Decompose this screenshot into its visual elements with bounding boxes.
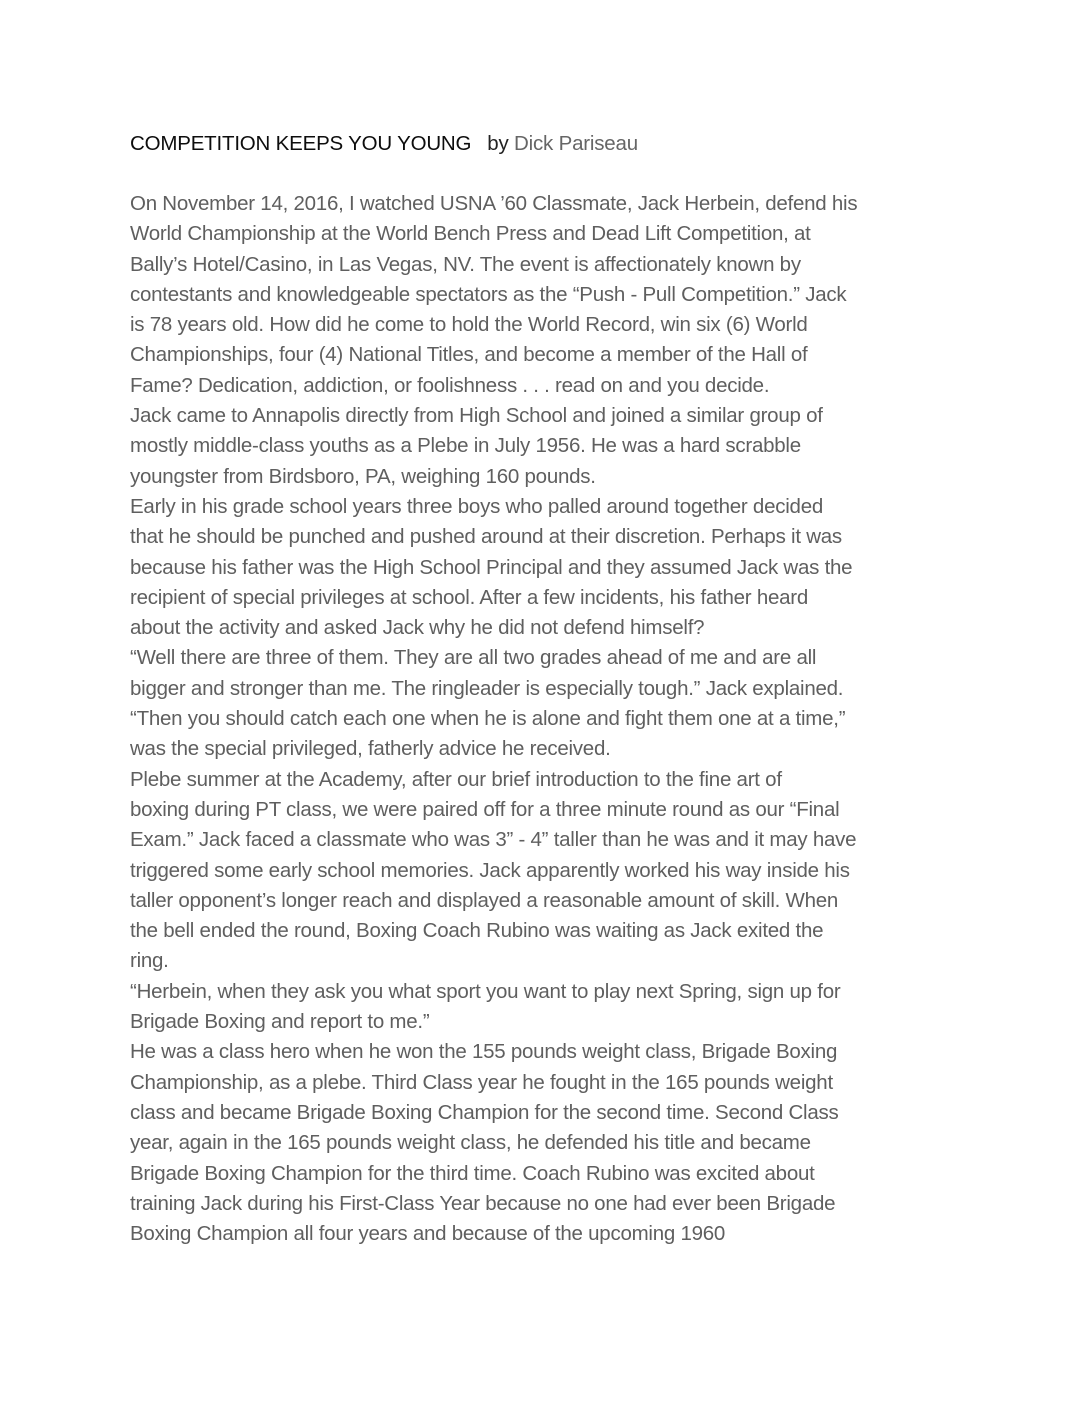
body-line: Fame? Dedication, addiction, or foolishness . . . read on and you decide.	[130, 373, 770, 397]
body-line: year, again in the 165 pounds weight class, he defended his title and became	[130, 1131, 811, 1155]
body-line: World Championship at the World Bench Press and Dead Lift Competition, at	[130, 222, 811, 246]
body-line: boxing during PT class, we were paired off for a three minute round as our “Final	[130, 797, 840, 821]
body-line: “Then you should catch each one when he is alone and fight them one at a time,”	[130, 707, 846, 731]
body-line: bigger and stronger than me. The ringleader is especially tough.” Jack explained.	[130, 676, 844, 700]
body-line: taller opponent’s longer reach and displayed a reasonable amount of skill. When	[130, 888, 839, 912]
body-line: Brigade Boxing Champion for the third time. Coach Rubino was excited about	[130, 1161, 815, 1185]
body-line: recipient of special privileges at school. After a few incidents, his father heard	[130, 585, 809, 609]
document-title-line	[130, 127, 990, 161]
body-line: is 78 years old. How did he come to hold the World Record, win six (6) World	[130, 313, 808, 337]
body-line: training Jack during his First-Class Year because no one had ever been Brigade	[130, 1191, 836, 1215]
document-title: COMPETITION KEEPS YOU YOUNG	[130, 132, 472, 155]
byline-author: Dick Pariseau	[514, 132, 638, 155]
body-line: On November 14, 2016, I watched USNA ’60 Classmate, Jack Herbein, defend his	[130, 192, 858, 215]
byline-by: by	[487, 132, 509, 155]
body-line: about the activity and asked Jack why he did not defend himself?	[130, 616, 705, 640]
body-line: “Herbein, when they ask you what sport you want to play next Spring, sign up for	[130, 979, 841, 1003]
body-line: class and became Brigade Boxing Champion for the second time. Second Class	[130, 1100, 839, 1124]
body-line: mostly middle-class youths as a Plebe in July 1956. He was a hard scrabble	[130, 434, 801, 458]
body-line: the bell ended the round, Boxing Coach Rubino was waiting as Jack exited the	[130, 919, 824, 943]
body-line: Jack came to Annapolis directly from High School and joined a similar group of	[130, 404, 823, 428]
body-line: because his father was the High School Principal and they assumed Jack was the	[130, 555, 853, 579]
body-line: Boxing Champion all four years and because of the upcoming 1960	[130, 1222, 726, 1246]
body-line: contestants and knowledgeable spectators as the “Push - Pull Competition.” Jack	[130, 282, 847, 306]
body-line: youngster from Birdsboro, PA, weighing 160 pounds.	[130, 464, 596, 488]
body-line: He was a class hero when he won the 155 pounds weight class, Brigade Boxing	[130, 1040, 838, 1064]
body-line: Plebe summer at the Academy, after our brief introduction to the fine art of	[130, 767, 782, 791]
body-line: Brigade Boxing and report to me.”	[130, 1010, 430, 1034]
body-line: triggered some early school memories. Jack apparently worked his way inside his	[130, 858, 850, 882]
body-line: Early in his grade school years three boys who palled around together decided	[130, 494, 823, 518]
body-line: Championship, as a plebe. Third Class year he fought in the 165 pounds weight	[130, 1070, 833, 1094]
body-line: Championships, four (4) National Titles, and become a member of the Hall of	[130, 343, 808, 367]
body-line: ring.	[130, 949, 169, 973]
body-line: Exam.” Jack faced a classmate who was 3” - 4” taller than he was and it may have	[130, 828, 857, 852]
body-line: “Well there are three of them. They are all two grades ahead of me and are all	[130, 646, 817, 670]
body-line: was the special privileged, fatherly advice he received.	[130, 737, 611, 761]
body-line: that he should be punched and pushed around at their discretion. Perhaps it was	[130, 525, 842, 549]
body-line: Bally’s Hotel/Casino, in Las Vegas, NV. The event is affectionately known by	[130, 252, 801, 276]
document-body	[130, 189, 1010, 1249]
